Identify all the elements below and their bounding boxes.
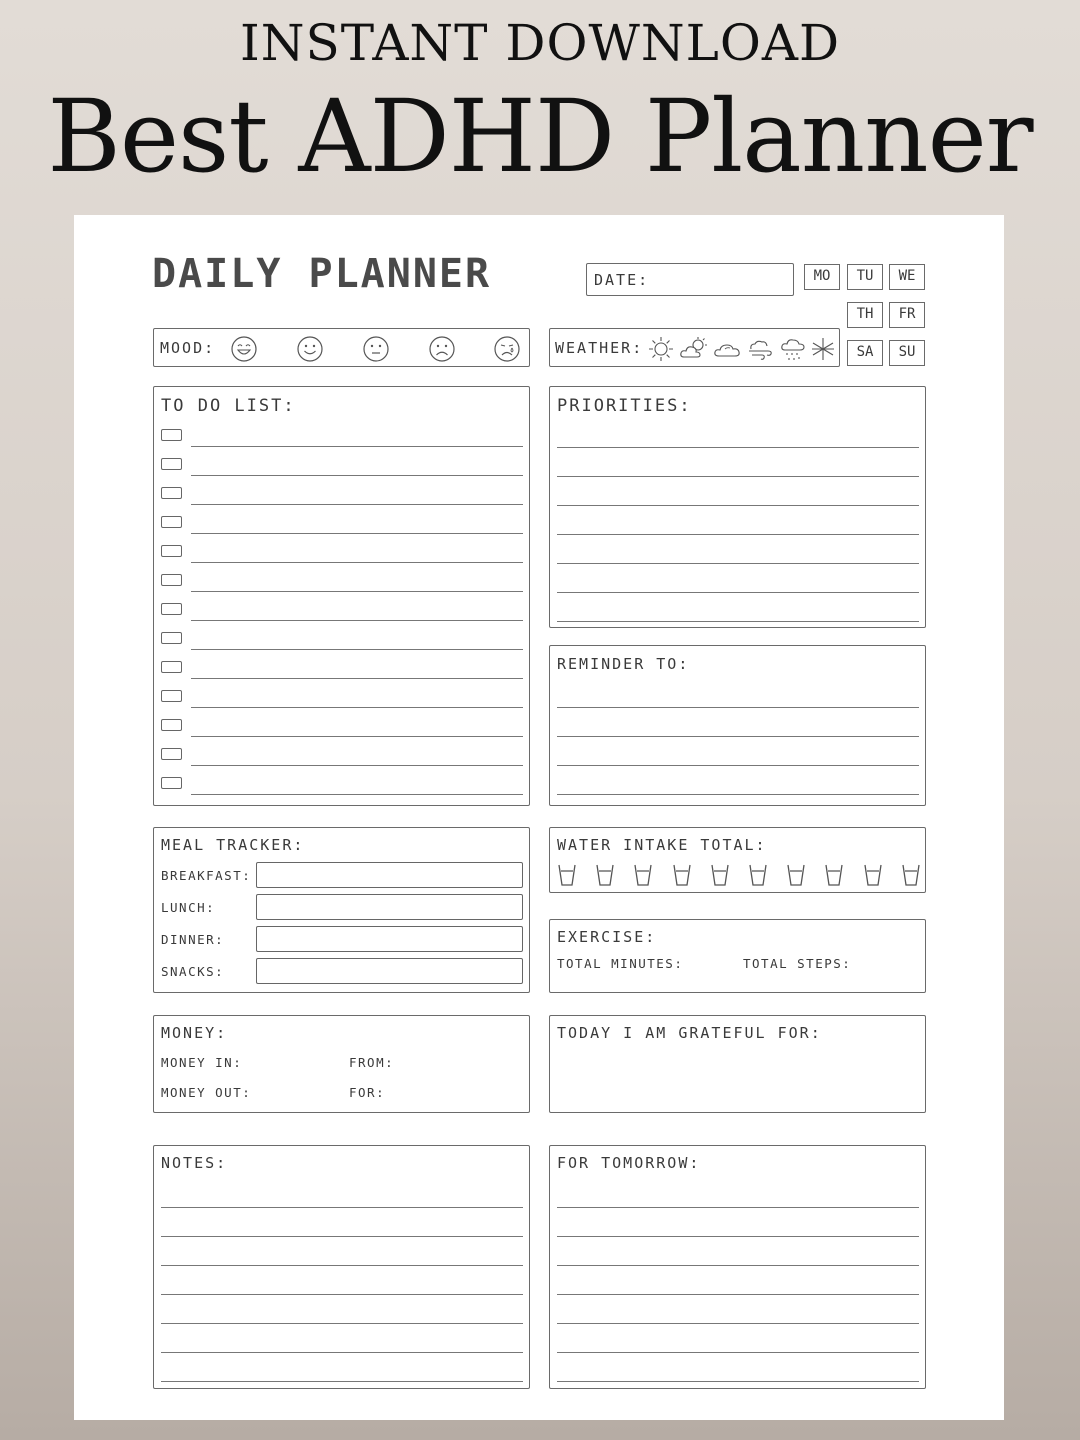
todo-checkbox[interactable]	[161, 574, 182, 586]
todo-line[interactable]	[191, 504, 523, 505]
planner-sheet	[74, 215, 1004, 1420]
day-fr[interactable]: FR	[889, 302, 925, 328]
water-intake-box	[549, 827, 926, 893]
todo-checkbox[interactable]	[161, 545, 182, 557]
notes-box	[153, 1145, 530, 1389]
breakfast-field[interactable]	[256, 862, 523, 888]
cloudy-icon[interactable]	[713, 335, 743, 363]
priorities-label: PRIORITIES:	[557, 396, 692, 416]
mood-box	[153, 328, 530, 367]
tomorrow-box	[549, 1145, 926, 1389]
grateful-label: TODAY I AM GRATEFUL FOR:	[557, 1024, 822, 1042]
snacks-label: SNACKS:	[161, 964, 225, 979]
total-steps-label: TOTAL STEPS:	[743, 956, 852, 971]
breakfast-label: BREAKFAST:	[161, 868, 252, 883]
laughing-face-icon[interactable]	[230, 335, 258, 363]
reminder-line[interactable]	[557, 794, 919, 795]
notes-line[interactable]	[161, 1294, 523, 1295]
water-glass-icon[interactable]	[557, 863, 577, 887]
dinner-field[interactable]	[256, 926, 523, 952]
notes-line[interactable]	[161, 1265, 523, 1266]
money-from-label: FROM:	[349, 1055, 395, 1070]
todo-checkbox[interactable]	[161, 719, 182, 731]
partly-cloudy-icon[interactable]	[679, 335, 709, 363]
priority-line[interactable]	[557, 621, 919, 622]
todo-checkbox[interactable]	[161, 632, 182, 644]
rain-icon[interactable]	[779, 335, 807, 363]
todo-checkbox[interactable]	[161, 603, 182, 615]
todo-line[interactable]	[191, 620, 523, 621]
priority-line[interactable]	[557, 476, 919, 477]
meal-tracker-label: MEAL TRACKER:	[161, 836, 305, 854]
water-glass-icon[interactable]	[748, 863, 768, 887]
todo-line[interactable]	[191, 475, 523, 476]
reminder-box	[549, 645, 926, 806]
notes-label: NOTES:	[161, 1154, 228, 1172]
todo-checkbox[interactable]	[161, 690, 182, 702]
money-box	[153, 1015, 530, 1113]
date-label: DATE:	[594, 271, 650, 289]
tomorrow-line[interactable]	[557, 1294, 919, 1295]
neutral-face-icon[interactable]	[362, 335, 390, 363]
todo-checkbox[interactable]	[161, 516, 182, 528]
windy-icon[interactable]	[746, 335, 776, 363]
snacks-field[interactable]	[256, 958, 523, 984]
todo-line[interactable]	[191, 678, 523, 679]
tomorrow-label: FOR TOMORROW:	[557, 1154, 701, 1172]
date-field[interactable]	[586, 263, 794, 296]
crying-face-icon[interactable]	[493, 335, 521, 363]
todo-line[interactable]	[191, 533, 523, 534]
todo-checkbox[interactable]	[161, 777, 182, 789]
todo-checkbox[interactable]	[161, 487, 182, 499]
todo-line[interactable]	[191, 794, 523, 795]
notes-line[interactable]	[161, 1381, 523, 1382]
sun-icon[interactable]	[647, 335, 675, 363]
total-minutes-label: TOTAL MINUTES:	[557, 956, 684, 971]
day-th[interactable]: TH	[847, 302, 883, 328]
priorities-box	[549, 386, 926, 628]
smiling-face-icon[interactable]	[296, 335, 324, 363]
dinner-label: DINNER:	[161, 932, 225, 947]
todo-checkbox[interactable]	[161, 458, 182, 470]
tomorrow-line[interactable]	[557, 1236, 919, 1237]
reminder-label: REMINDER TO:	[557, 655, 690, 673]
sad-face-icon[interactable]	[428, 335, 456, 363]
tomorrow-line[interactable]	[557, 1207, 919, 1208]
money-in-label: MONEY IN:	[161, 1055, 243, 1070]
meal-tracker-box	[153, 827, 530, 993]
water-glass-icon[interactable]	[863, 863, 883, 887]
lunch-field[interactable]	[256, 894, 523, 920]
weather-box	[549, 328, 840, 367]
tomorrow-line[interactable]	[557, 1265, 919, 1266]
day-we[interactable]: WE	[889, 264, 925, 290]
tomorrow-line[interactable]	[557, 1352, 919, 1353]
banner-title: Best ADHD Planner	[47, 78, 1033, 195]
todo-checkbox[interactable]	[161, 748, 182, 760]
todo-line[interactable]	[191, 707, 523, 708]
reminder-line[interactable]	[557, 707, 919, 708]
exercise-box	[549, 919, 926, 993]
weather-label: WEATHER:	[555, 339, 644, 357]
day-mo[interactable]: MO	[804, 264, 840, 290]
todo-checkbox[interactable]	[161, 661, 182, 673]
priority-line[interactable]	[557, 505, 919, 506]
lunch-label: LUNCH:	[161, 900, 216, 915]
banner-subtitle: INSTANT DOWNLOAD	[239, 14, 841, 72]
todo-line[interactable]	[191, 446, 523, 447]
water-glass-icon[interactable]	[824, 863, 844, 887]
todo-line[interactable]	[191, 736, 523, 737]
money-label: MONEY:	[161, 1024, 228, 1042]
planner-title: DAILY PLANNER	[152, 251, 492, 297]
todo-line[interactable]	[191, 562, 523, 563]
snowflake-icon[interactable]	[810, 335, 836, 363]
money-for-label: FOR:	[349, 1085, 386, 1100]
priority-line[interactable]	[557, 563, 919, 564]
water-glass-icon[interactable]	[672, 863, 692, 887]
water-glass-icon[interactable]	[786, 863, 806, 887]
water-glass-icon[interactable]	[710, 863, 730, 887]
notes-line[interactable]	[161, 1207, 523, 1208]
todo-list-box	[153, 386, 530, 806]
priority-line[interactable]	[557, 534, 919, 535]
todo-checkbox[interactable]	[161, 429, 182, 441]
notes-line[interactable]	[161, 1352, 523, 1353]
tomorrow-line[interactable]	[557, 1323, 919, 1324]
priority-line[interactable]	[557, 447, 919, 448]
notes-line[interactable]	[161, 1236, 523, 1237]
day-sa[interactable]: SA	[847, 340, 883, 366]
grateful-box	[549, 1015, 926, 1113]
day-tu[interactable]: TU	[847, 264, 883, 290]
notes-line[interactable]	[161, 1323, 523, 1324]
water-glass-icon[interactable]	[901, 863, 921, 887]
reminder-line[interactable]	[557, 736, 919, 737]
todo-line[interactable]	[191, 765, 523, 766]
mood-label: MOOD:	[160, 339, 216, 357]
todo-line[interactable]	[191, 649, 523, 650]
tomorrow-line[interactable]	[557, 1381, 919, 1382]
water-intake-label: WATER INTAKE TOTAL:	[557, 836, 767, 854]
day-su[interactable]: SU	[889, 340, 925, 366]
water-glass-icon[interactable]	[595, 863, 615, 887]
todo-label: TO DO LIST:	[161, 396, 296, 416]
reminder-line[interactable]	[557, 765, 919, 766]
money-out-label: MONEY OUT:	[161, 1085, 252, 1100]
todo-line[interactable]	[191, 591, 523, 592]
priority-line[interactable]	[557, 592, 919, 593]
water-glass-icon[interactable]	[633, 863, 653, 887]
exercise-label: EXERCISE:	[557, 928, 657, 946]
